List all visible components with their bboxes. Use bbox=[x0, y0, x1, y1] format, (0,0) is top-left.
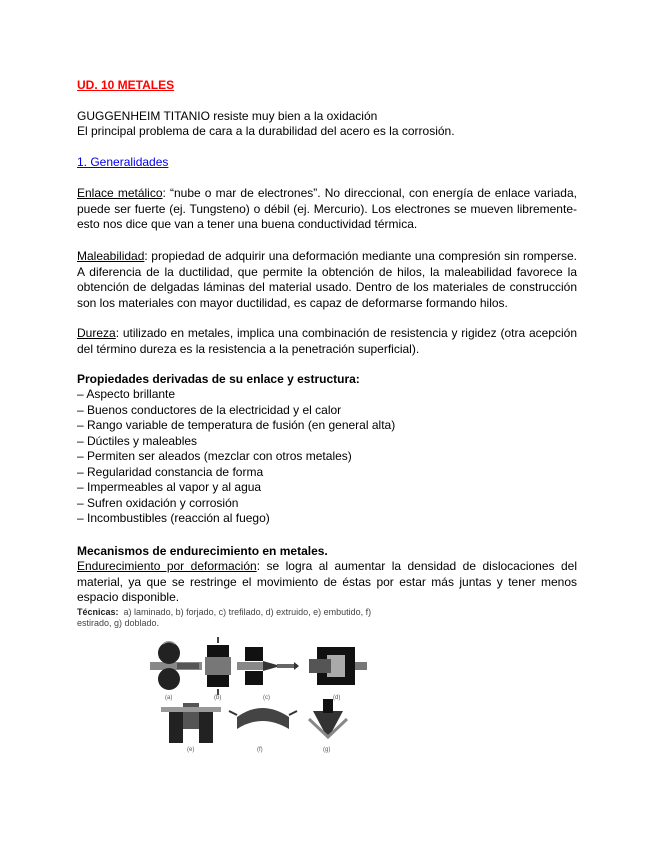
heading-mecanismos: Mecanismos de endurecimiento en metales. bbox=[77, 544, 328, 558]
panel-label-g: (g) bbox=[323, 747, 331, 753]
laminado-illustration bbox=[150, 642, 202, 690]
page-title: UD. 10 METALES bbox=[77, 78, 175, 92]
panel-label-e: (e) bbox=[187, 747, 195, 753]
figure-label: Técnicas: bbox=[77, 607, 119, 617]
figure-caption-line-2: estirado, g) doblado. bbox=[77, 618, 160, 628]
term-maleabilidad: Maleabilidad bbox=[77, 249, 145, 263]
term-dureza: Dureza bbox=[77, 326, 116, 340]
list-item: – Sufren oxidación y corrosión bbox=[77, 495, 239, 510]
forjado-illustration bbox=[205, 637, 231, 695]
panel-label-d: (d) bbox=[333, 695, 341, 701]
term-enlace: Enlace metálico bbox=[77, 186, 163, 200]
extruido-illustration bbox=[309, 647, 367, 685]
forming-techniques-diagram bbox=[77, 607, 517, 755]
list-item: – Incombustibles (reacción al fuego) bbox=[77, 511, 270, 526]
panel-label-f: (f) bbox=[257, 747, 263, 753]
list-item: – Buenos conductores de la electricidad y el calor bbox=[77, 402, 342, 417]
text-endurecimiento: : se logra al aumentar la densidad de dislocaciones del material, ya que se restringe el movimiento de éstas por estar más juntas y tener menos espacio disponible. bbox=[77, 559, 577, 604]
heading-propiedades: Propiedades derivadas de su enlace y estructura: bbox=[77, 372, 360, 386]
text-maleabilidad: : propiedad de adquirir una deformación mediante una compresión sin romperse. A diferencia de la ductilidad, que permite la obtención de hilos, la maleabilidad favorece la obtención de delgadas láminas del material usado. Dentro de los materiales de construcción son los materiales con mayor ductilidad, es capaz de deformarse formando hilos. bbox=[77, 249, 577, 310]
panel-label-a: (a) bbox=[165, 695, 173, 701]
panel-label-c: (c) bbox=[263, 695, 270, 701]
paragraph-enlace bbox=[77, 186, 577, 233]
intro-line-1: GUGGENHEIM TITANIO resiste muy bien a la oxidación bbox=[77, 109, 378, 123]
figure-caption-line-1: a) laminado, b) forjado, c) trefilado, d) extruido, e) embutido, f) bbox=[123, 607, 372, 617]
paragraph-dureza bbox=[77, 326, 577, 357]
list-propiedades bbox=[77, 387, 395, 527]
figure-tecnicas bbox=[77, 607, 517, 755]
list-item: – Dúctiles y maleables bbox=[77, 433, 198, 448]
term-endurecimiento: Endurecimiento por deformación bbox=[77, 559, 257, 573]
text-enlace: : “nube o mar de electrones”. No direccional, con energía de enlace variada, puede ser fuerte (ej. Tungsteno) o débil (ej. Mercurio). Los electrones se mueven libremente-esto nos dice que van a tener una buena conductividad térmica. bbox=[77, 186, 577, 231]
list-item: – Rango variable de temperatura de fusión (en general alta) bbox=[77, 418, 396, 433]
list-item: – Impermeables al vapor y al agua bbox=[77, 480, 262, 495]
paragraph-maleabilidad bbox=[77, 249, 577, 311]
text-dureza: : utilizado en metales, implica una combinación de resistencia y rigidez (otra acepción del término dureza es la resistencia a la penetración superficial). bbox=[77, 326, 577, 356]
doblado-illustration bbox=[309, 699, 347, 739]
estirado-illustration bbox=[229, 708, 297, 729]
list-item: – Regularidad constancia de forma bbox=[77, 464, 264, 479]
trefilado-illustration bbox=[237, 647, 299, 685]
list-item: – Permiten ser aleados (mezclar con otros metales) bbox=[77, 449, 352, 464]
panel-label-b: (b) bbox=[214, 695, 222, 701]
section-link-generalidades[interactable]: 1. Generalidades bbox=[77, 155, 169, 169]
list-item: – Aspecto brillante bbox=[77, 387, 176, 401]
paragraph-endurecimiento bbox=[77, 559, 577, 606]
intro-line-2: El principal problema de cara a la durabilidad del acero es la corrosión. bbox=[77, 124, 455, 138]
embutido-illustration bbox=[161, 703, 221, 743]
